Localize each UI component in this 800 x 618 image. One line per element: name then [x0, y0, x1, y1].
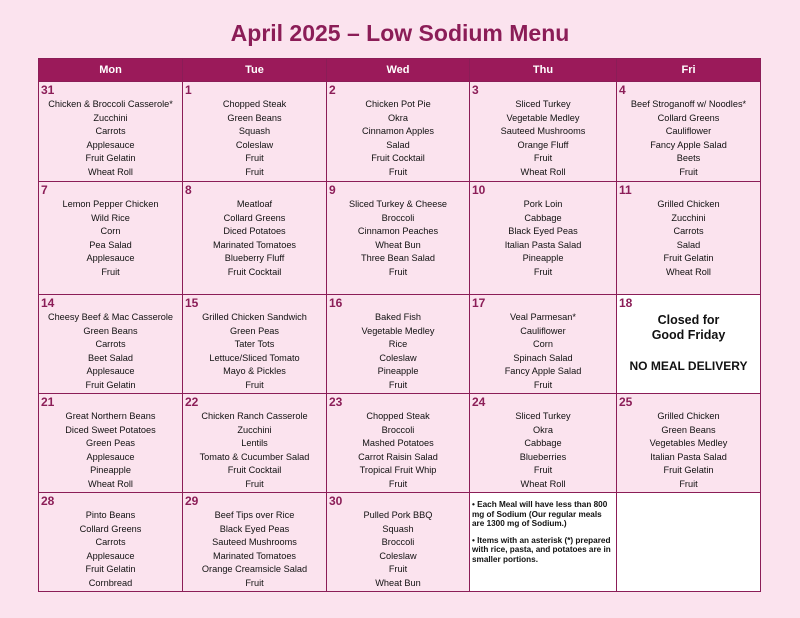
menu-item: Mashed Potatoes	[362, 438, 434, 449]
menu-item: Black Eyed Peas	[508, 226, 578, 237]
menu-item: Three Bean Salad	[360, 253, 436, 264]
menu-item: Collard Greens	[79, 523, 142, 534]
day-number: 24	[472, 395, 486, 409]
day-number: 8	[185, 183, 192, 197]
menu-item: Tater Tots	[234, 339, 275, 350]
menu-item: Wheat Bun	[375, 239, 421, 250]
day-number: 18	[619, 296, 633, 310]
empty-cell	[617, 493, 761, 592]
menu-item: Fruit	[245, 166, 264, 177]
menu-item: Orange Creamsicle Salad	[201, 564, 308, 575]
day-number: 2	[329, 83, 336, 97]
menu-list	[39, 198, 182, 280]
menu-item: Salad	[676, 239, 701, 250]
day-cell	[470, 182, 617, 295]
menu-item: Wheat Bun	[375, 577, 421, 588]
menu-item: Orange Fluff	[517, 139, 569, 150]
menu-item: Chicken Ranch Casserole	[201, 411, 308, 421]
menu-item: Green Beans	[661, 424, 716, 435]
day-number: 29	[185, 494, 199, 508]
menu-item: Pineapple	[522, 253, 564, 264]
day-number: 22	[185, 395, 199, 409]
menu-item: Fruit Gelatin	[663, 465, 714, 476]
day-cell	[617, 82, 761, 182]
menu-item: Marinated Tomatoes	[212, 550, 297, 561]
menu-item: Cornbread	[88, 577, 133, 588]
menu-item: Salad	[386, 139, 410, 150]
menu-list	[327, 198, 469, 280]
menu-item: Grilled Chicken Sandwich	[202, 312, 307, 322]
menu-item: Corn	[100, 226, 121, 237]
menu-item: Fruit Cocktail	[371, 153, 425, 164]
menu-item: Fruit	[245, 153, 264, 164]
menu-item: Blueberry Fluff	[224, 253, 285, 264]
weekday-header: Fri	[617, 59, 761, 82]
no-delivery-notice: NO MEAL DELIVERY	[629, 359, 748, 373]
menu-item: Blueberries	[519, 451, 567, 462]
menu-item: Wheat Roll	[88, 166, 133, 177]
menu-item: Applesauce	[86, 451, 135, 462]
day-number: 25	[619, 395, 633, 409]
menu-item: Green Beans	[227, 112, 282, 123]
menu-list	[617, 98, 760, 180]
menu-item: Sauteed Mushrooms	[212, 537, 297, 548]
day-number: 21	[41, 395, 55, 409]
week-row	[39, 82, 761, 182]
day-cell	[183, 493, 327, 592]
menu-list	[327, 509, 469, 591]
menu-item: Corn	[533, 339, 553, 350]
day-number: 11	[619, 183, 632, 197]
menu-item: Cabbage	[524, 212, 562, 223]
menu-list	[617, 198, 760, 280]
menu-item: Okra	[388, 112, 408, 123]
day-number: 23	[329, 395, 343, 409]
day-number: 30	[329, 494, 343, 508]
menu-item: Green Peas	[229, 325, 280, 336]
menu-list	[470, 311, 616, 393]
menu-item: Fruit	[679, 478, 698, 489]
menu-item: Lentils	[241, 438, 268, 449]
menu-item: Okra	[533, 424, 553, 435]
menu-item: Fruit	[388, 478, 408, 489]
day-cell	[327, 82, 470, 182]
menu-item: Fruit	[533, 266, 553, 277]
menu-item: Fruit	[388, 166, 408, 177]
day-number: 1	[185, 83, 192, 97]
weekday-header-row	[39, 59, 761, 82]
day-cell	[39, 82, 183, 182]
menu-item: Coleslaw	[379, 550, 417, 561]
week-row	[39, 182, 761, 295]
day-number: 17	[472, 296, 486, 310]
menu-item: Vegetables Medley	[649, 438, 728, 449]
menu-item: Zucchini	[93, 112, 128, 123]
menu-item: Collard Greens	[657, 112, 720, 123]
menu-item: Fancy Apple Salad	[650, 139, 727, 150]
day-number: 3	[472, 83, 479, 97]
day-number: 7	[41, 183, 48, 197]
menu-item: Black Eyed Peas	[219, 523, 290, 534]
week-row	[39, 394, 761, 493]
menu-list	[183, 311, 326, 393]
menu-item: Fruit	[533, 153, 553, 164]
menu-item: Grilled Chicken	[657, 199, 720, 209]
menu-item: Wheat Roll	[666, 266, 711, 277]
day-cell	[327, 295, 470, 394]
menu-item: Wheat Roll	[520, 166, 566, 177]
day-number: 16	[329, 296, 343, 310]
menu-list	[470, 98, 616, 180]
menu-item: Fruit	[533, 465, 553, 476]
menu-item: Applesauce	[86, 139, 135, 150]
menu-item: Carrots	[95, 537, 126, 548]
menu-item: Broccoli	[381, 212, 415, 223]
day-cell	[327, 493, 470, 592]
menu-item: Pork Loin	[523, 199, 563, 209]
menu-list	[327, 98, 469, 180]
menu-item: Pea Salad	[89, 239, 132, 250]
menu-item: Carrots	[673, 226, 704, 237]
menu-item: Marinated Tomatoes	[212, 239, 297, 250]
menu-item: Fruit	[101, 266, 120, 277]
menu-item: Carrot Raisin Salad	[358, 451, 438, 462]
day-number: 4	[619, 83, 626, 97]
day-cell	[470, 295, 617, 394]
menu-item: Chopped Steak	[222, 99, 287, 109]
menu-item: Spinach Salad	[513, 352, 573, 363]
menu-item: Wheat Roll	[520, 478, 566, 489]
menu-list	[617, 410, 760, 492]
week-row	[39, 493, 761, 592]
menu-item: Lettuce/Sliced Tomato	[209, 352, 300, 363]
menu-item: Vegetable Medley	[361, 325, 435, 336]
menu-item: Fruit	[533, 379, 553, 390]
menu-item: Veal Parmesan*	[510, 312, 576, 322]
menu-item: Fruit	[245, 379, 264, 390]
menu-list	[183, 509, 326, 591]
day-cell	[183, 82, 327, 182]
menu-list	[470, 410, 616, 492]
menu-item: Tomato & Cucumber Salad	[199, 451, 310, 462]
day-number: 28	[41, 494, 55, 508]
menu-item: Fruit	[245, 478, 264, 489]
menu-item: Vegetable Medley	[506, 112, 580, 123]
day-number: 10	[472, 183, 486, 197]
menu-item: Fruit	[388, 379, 408, 390]
menu-item: Italian Pasta Salad	[504, 239, 582, 250]
menu-item: Italian Pasta Salad	[650, 451, 727, 462]
day-cell	[327, 182, 470, 295]
day-cell	[470, 82, 617, 182]
menu-item: Fruit Gelatin	[663, 253, 714, 264]
menu-item: Fruit	[388, 564, 408, 575]
menu-item: Cauliflower	[665, 126, 712, 137]
menu-item: Baked Fish	[375, 312, 421, 322]
menu-item: Broccoli	[381, 424, 415, 435]
day-cell	[617, 182, 761, 295]
menu-item: Fruit	[679, 166, 698, 177]
day-cell	[183, 295, 327, 394]
day-cell	[183, 394, 327, 493]
menu-item: Pineapple	[377, 366, 419, 377]
menu-item: Beets	[676, 153, 701, 164]
notes-box	[470, 493, 616, 565]
menu-item: Beef Tips over Rice	[214, 510, 295, 520]
menu-item: Applesauce	[86, 366, 135, 377]
menu-item: Fruit	[388, 266, 408, 277]
menu-item: Broccoli	[381, 537, 415, 548]
closed-line: Closed for	[657, 313, 720, 327]
day-cell	[39, 182, 183, 295]
day-number: 14	[41, 296, 55, 310]
menu-item: Carrots	[95, 339, 126, 350]
day-number: 31	[41, 83, 55, 97]
menu-item: Sliced Turkey	[515, 411, 571, 421]
menu-item: Cheesy Beef & Mac Casserole	[47, 312, 174, 322]
day-cell	[617, 394, 761, 493]
menu-item: Pinto Beans	[85, 510, 136, 520]
menu-item: Fruit Gelatin	[85, 379, 136, 390]
page-title: April 2025 – Low Sodium Menu	[230, 20, 570, 46]
menu-item: Green Peas	[85, 438, 136, 449]
menu-item: Coleslaw	[235, 139, 274, 150]
menu-list	[183, 198, 326, 280]
closed-reason: Good Friday	[651, 328, 726, 342]
menu-list	[183, 98, 326, 180]
menu-item: Meatloaf	[236, 199, 273, 209]
day-cell	[39, 394, 183, 493]
menu-item: Mayo & Pickles	[223, 366, 286, 377]
menu-item: Fruit Gelatin	[85, 153, 136, 164]
menu-item: Beef Stroganoff w/ Noodles*	[630, 99, 747, 109]
menu-item: Cauliflower	[520, 325, 566, 336]
menu-item: Lemon Pepper Chicken	[62, 199, 159, 209]
closed-notice	[617, 313, 760, 373]
menu-item: Chicken Pot Pie	[365, 99, 431, 109]
menu-item: Fruit Cocktail	[227, 465, 282, 476]
menu-list	[327, 410, 469, 492]
menu-item: Chicken & Broccoli Casserole*	[48, 99, 173, 109]
day-cell	[39, 493, 183, 592]
menu-item: Squash	[382, 523, 414, 534]
menu-item: Grilled Chicken	[657, 411, 720, 421]
menu-item: Cinnamon Peaches	[357, 226, 439, 237]
day-cell	[617, 295, 761, 394]
menu-item: Fruit Cocktail	[227, 266, 282, 277]
menu-list	[470, 198, 616, 280]
menu-item: Wheat Roll	[88, 478, 133, 489]
menu-item: Collard Greens	[223, 212, 286, 223]
menu-item: Fruit	[245, 577, 264, 588]
menu-item: Sliced Turkey	[515, 99, 571, 109]
note-text: • Items with an asterisk (*) prepared with rice, pasta, and potatoes are in smaller portions.	[472, 535, 611, 564]
menu-item: Zucchini	[237, 424, 272, 435]
menu-list	[183, 410, 326, 492]
day-cell	[39, 295, 183, 394]
menu-item: Diced Potatoes	[223, 226, 286, 237]
menu-item: Cabbage	[524, 438, 562, 449]
menu-item: Applesauce	[86, 253, 135, 264]
day-number: 9	[329, 183, 336, 197]
menu-list	[327, 311, 469, 393]
week-row	[39, 295, 761, 394]
menu-item: Applesauce	[86, 550, 135, 561]
weekday-header: Tue	[183, 59, 327, 82]
weekday-header: Thu	[470, 59, 617, 82]
day-cell	[183, 182, 327, 295]
menu-item: Sauteed Mushrooms	[500, 126, 586, 137]
menu-calendar	[38, 58, 761, 592]
menu-item: Beet Salad	[88, 352, 133, 363]
menu-item: Pineapple	[90, 465, 131, 476]
day-number: 15	[185, 296, 199, 310]
menu-item: Cinnamon Apples	[361, 126, 434, 137]
menu-item: Great Northern Beans	[65, 411, 156, 421]
menu-item: Pulled Pork BBQ	[363, 510, 433, 520]
weekday-header: Mon	[39, 59, 183, 82]
menu-item: Coleslaw	[379, 352, 417, 363]
menu-item: Sliced Turkey & Cheese	[348, 199, 448, 209]
day-cell	[327, 394, 470, 493]
day-cell	[470, 493, 617, 592]
menu-item: Fancy Apple Salad	[504, 366, 582, 377]
menu-item: Carrots	[95, 126, 126, 137]
menu-item: Rice	[388, 339, 408, 350]
menu-item: Squash	[238, 126, 271, 137]
menu-item: Zucchini	[671, 212, 706, 223]
menu-item: Tropical Fruit Whip	[359, 465, 437, 476]
menu-list	[39, 410, 182, 492]
menu-list	[39, 98, 182, 180]
menu-item: Chopped Steak	[366, 411, 430, 421]
menu-item: Diced Sweet Potatoes	[65, 424, 156, 435]
menu-list	[39, 311, 182, 393]
day-cell	[470, 394, 617, 493]
menu-list	[39, 509, 182, 591]
menu-item: Green Beans	[83, 325, 138, 336]
note-text: • Each Meal will have less than 800 mg of Sodium (Our regular meals are 1300 mg of Sodium.)	[472, 500, 608, 529]
weekday-header: Wed	[327, 59, 470, 82]
menu-item: Fruit Gelatin	[85, 564, 136, 575]
menu-item: Wild Rice	[91, 212, 130, 223]
